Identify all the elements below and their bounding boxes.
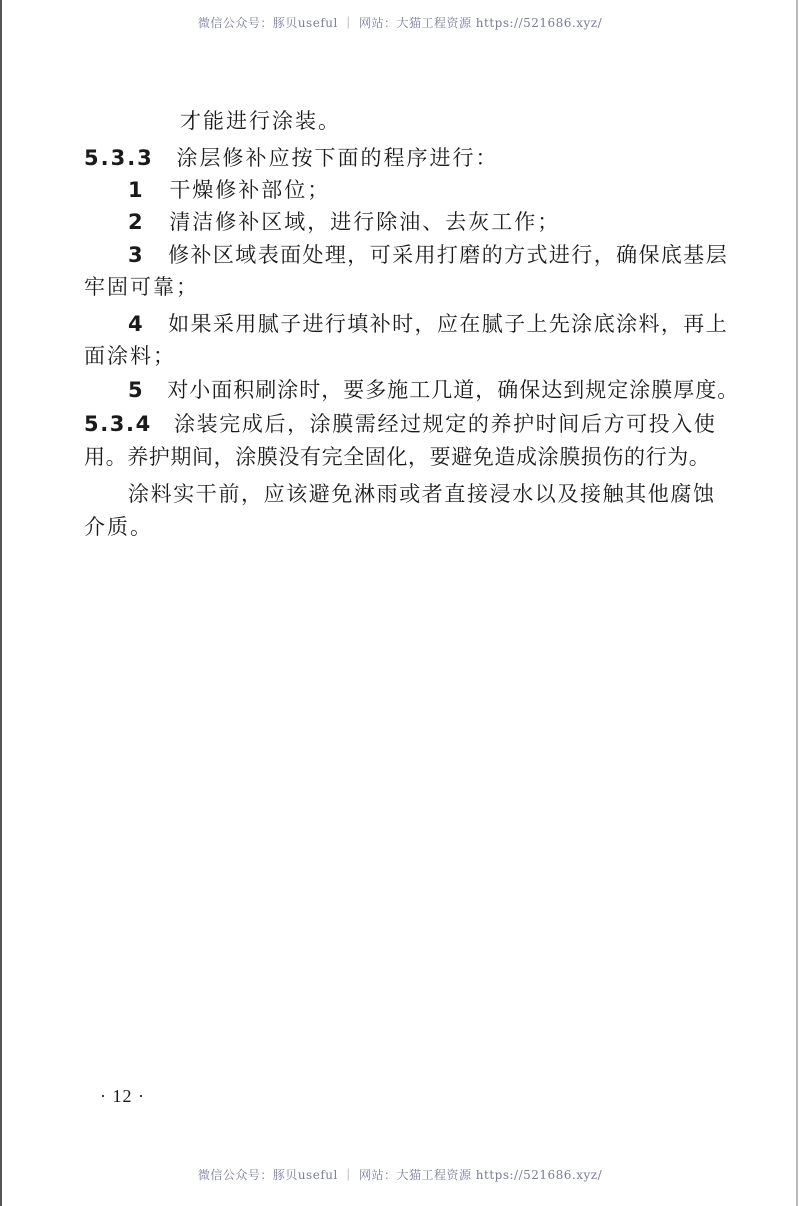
item-number: 2 — [128, 210, 145, 234]
list-item-1 — [128, 175, 330, 205]
item-number: 3 — [128, 243, 145, 267]
item-text: 修补区域表面处理，可采用打磨的方式进行，确保底基层 — [168, 243, 729, 267]
list-item-4 — [128, 309, 728, 339]
item-number: 4 — [128, 312, 145, 336]
paragraph: 涂料实干前，应该避免淋雨或者直接浸水以及接触其他腐蚀 — [128, 482, 716, 506]
page-left-border — [0, 0, 2, 1206]
section-number: 5.3.3 — [84, 146, 154, 170]
section-5-3-4-continuation: 用。养护期间，涂膜没有完全固化，要避免造成涂膜损伤的行为。 — [84, 445, 711, 469]
watermark-top: 微信公众号：豚贝useful ｜ 网站：大猫工程资源 https://521686.xyz/ — [197, 16, 603, 30]
item-number: 1 — [128, 178, 145, 202]
section-5-3-4 — [84, 409, 716, 439]
section-text: 涂层修补应按下面的程序进行： — [176, 146, 499, 170]
section-number: 5.3.4 — [84, 412, 152, 436]
item-text: 对小面积刷涂时，要多施工几道，确保达到规定涂膜厚度。 — [167, 378, 740, 402]
paragraph-continuation: 介质。 — [84, 515, 153, 539]
watermark-bottom: 微信公众号：豚贝useful ｜ 网站：大猫工程资源 https://521686.xyz/ — [197, 1168, 603, 1182]
section-5-3-3 — [84, 143, 498, 173]
item-text: 如果采用腻子进行填补时，应在腻子上先涂底涂料，再上 — [168, 312, 729, 336]
list-item-2 — [128, 207, 560, 237]
item-number: 5 — [128, 378, 144, 402]
section-text: 涂装完成后，涂膜需经过规定的养护时间后方可投入使 — [174, 412, 717, 436]
item-text: 清洁修补区域，进行除油、去灰工作； — [169, 210, 561, 234]
list-item-3 — [128, 240, 728, 270]
item-text: 干燥修补部位； — [169, 178, 331, 202]
list-item-4-continuation: 面涂料； — [84, 344, 176, 368]
continuation-line: 才能进行涂装。 — [180, 109, 341, 133]
page-right-border — [796, 0, 798, 1206]
list-item-3-continuation: 牢固可靠； — [84, 275, 199, 299]
list-item-5 — [128, 375, 739, 405]
page-number: · 12 · — [100, 1086, 145, 1106]
